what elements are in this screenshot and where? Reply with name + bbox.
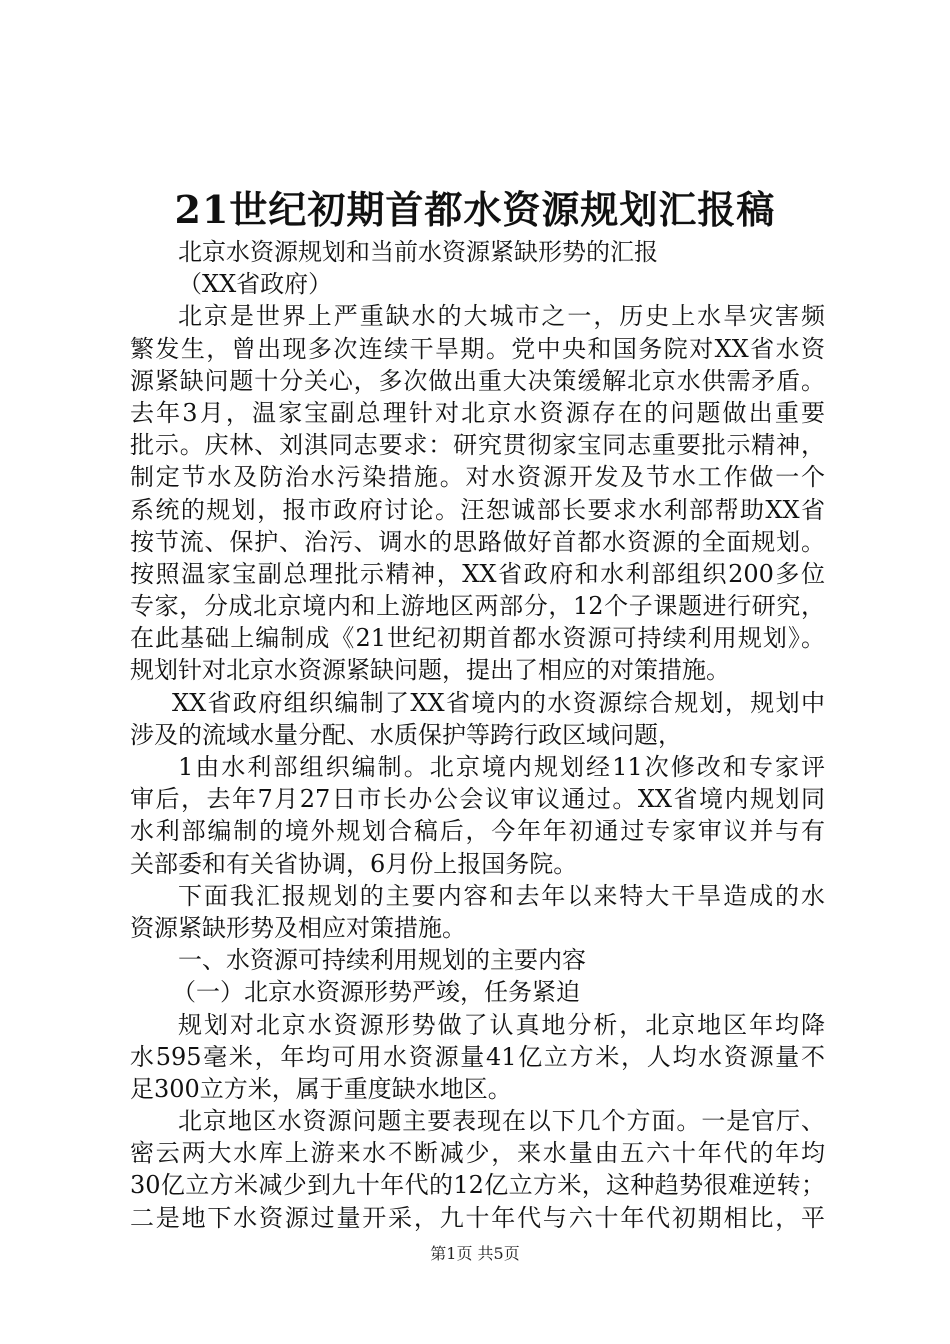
text-line: 下面我汇报规划的主要内容和去年以来特大干旱造成的水	[178, 881, 825, 910]
text-line: 制定节水及防治水污染措施。对水资源开发及节水工作做一个	[130, 463, 825, 492]
subsection-heading: （一）北京水资源形势严竣，任务紧迫	[172, 978, 580, 1007]
author-line: （XX省政府）	[178, 270, 333, 299]
text-line: XX省政府组织编制了XX省境内的水资源综合规划，规划中	[172, 688, 825, 717]
text-line: 30亿立方米减少到九十年代的12亿立方米，这种趋势很难逆转；	[130, 1171, 825, 1200]
text-line: 按节流、保护、治污、调水的思路做好首都水资源的全面规划。	[130, 527, 825, 556]
text-line: 北京是世界上严重缺水的大城市之一，历史上水旱灾害频	[178, 302, 825, 331]
text-line: 批示。庆林、刘淇同志要求：研究贯彻家宝同志重要批示精神，	[130, 431, 825, 460]
text-line: 足300立方米，属于重度缺水地区。	[130, 1074, 512, 1103]
text-line: 专家，分成北京境内和上游地区两部分，12个子课题进行研究，	[130, 592, 825, 621]
text-line: 水利部编制的境外规划合稿后，今年年初通过专家审议并与有	[130, 817, 825, 846]
text-line: 关部委和有关省协调，6月份上报国务院。	[130, 849, 578, 878]
text-line: 在此基础上编制成《21世纪初期首都水资源可持续利用规划》。	[130, 624, 825, 653]
text-line: 按照温家宝副总理批示精神，XX省政府和水利部组织200多位	[130, 559, 825, 588]
text-line: 系统的规划，报市政府讨论。汪恕诚部长要求水利部帮助XX省	[130, 495, 825, 524]
text-line: 水595毫米，年均可用水资源量41亿立方米，人均水资源量不	[130, 1042, 825, 1071]
document-body	[130, 236, 825, 1234]
text-line: 审后，去年7月27日市长办公会议审议通过。XX省境内规划同	[130, 785, 825, 814]
text-line: 北京地区水资源问题主要表现在以下几个方面。一是官厅、	[178, 1107, 825, 1136]
text-line: 1由水利部组织编制。北京境内规划经11次修改和专家评	[178, 753, 825, 781]
subtitle-line: 北京水资源规划和当前水资源紧缺形势的汇报	[178, 238, 658, 266]
document-title: 21世纪初期首都水资源规划汇报稿	[174, 187, 776, 232]
text-line: 去年3月，温家宝副总理针对北京水资源存在的问题做出重要	[130, 398, 825, 427]
text-line: 涉及的流域水量分配、水质保护等跨行政区域问题，	[130, 720, 682, 749]
text-line: 二是地下水资源过量开采，九十年代与六十年代初期相比，平	[130, 1203, 825, 1232]
text-line: 规划针对北京水资源紧缺问题，提出了相应的对策措施。	[130, 656, 730, 685]
text-line: 繁发生，曾出现多次连续干旱期。党中央和国务院对XX省水资	[130, 334, 825, 363]
text-line: 源紧缺问题十分关心，多次做出重大决策缓解北京水供需矛盾。	[130, 366, 825, 395]
section-heading: 一、水资源可持续利用规划的主要内容	[178, 946, 586, 975]
text-line: 规划对北京水资源形势做了认真地分析，北京地区年均降	[178, 1010, 825, 1039]
text-line: 资源紧缺形势及相应对策措施。	[130, 913, 466, 942]
page-number-footer: 第1页 共5页	[430, 1244, 520, 1263]
text-line: 密云两大水库上游来水不断减少，来水量由五六十年代的年均	[130, 1139, 825, 1168]
